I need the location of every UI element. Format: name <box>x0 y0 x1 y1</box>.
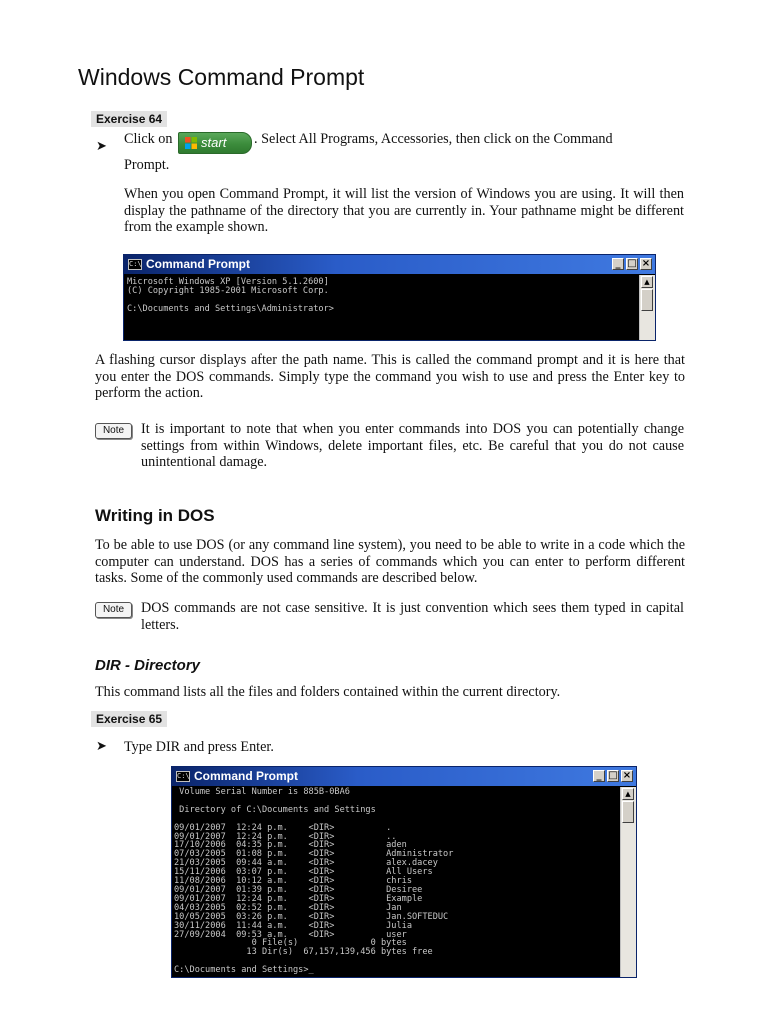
cmd-app-icon: C:\ <box>177 772 190 780</box>
window-titlebar[interactable] <box>172 767 636 786</box>
window-title: Command Prompt <box>194 769 299 783</box>
dir-paragraph: This command lists all the files and folders contained within the current directory. <box>95 684 561 700</box>
instruction-text: . Select All Programs, Accessories, then click on the Command <box>254 131 613 147</box>
exercise-65-instruction: Type DIR and press Enter. <box>124 739 274 755</box>
maximize-button[interactable]: □ <box>608 770 618 781</box>
note-badge: Note <box>95 423 132 439</box>
bullet-arrow-icon: ➤ <box>96 139 107 154</box>
note-badge: Note <box>95 602 132 618</box>
scroll-up-arrow-icon[interactable]: ▲ <box>622 788 634 800</box>
exercise-65-label: Exercise 65 <box>91 711 167 727</box>
exercise-64-label: Exercise 64 <box>91 111 167 127</box>
exercise-64-instruction <box>124 131 684 154</box>
section-heading: Writing in DOS <box>95 506 215 525</box>
note-text: It is important to note that when you enter commands into DOS you can potentially change settings from within Windows, delete important files, etc. Be careful that you do not cause unintentional damage. <box>141 421 684 470</box>
exercise-64-paragraph: When you open Command Prompt, it will list the version of Windows you are using. It will then display the pathname of the directory that you are currently in. Your pathname might be different from the example shown. <box>124 186 684 235</box>
scroll-thumb[interactable] <box>641 289 653 311</box>
bullet-arrow-icon: ➤ <box>96 739 107 754</box>
scroll-thumb[interactable] <box>622 801 634 823</box>
close-button[interactable]: × <box>622 770 632 781</box>
window-title: Command Prompt <box>146 257 251 271</box>
start-button[interactable] <box>178 132 252 154</box>
cursor-paragraph: A flashing cursor displays after the path name. This is called the command prompt and it is here that you enter the DOS commands. Simply type the command you wish to use and press the Enter key to perform the action. <box>95 352 685 401</box>
scroll-up-arrow-icon[interactable]: ▲ <box>641 276 653 288</box>
console-output: Volume Serial Number is 885B-0BA6 Directory of C:\Documents and Settings 09/01/2007 12:24 p.m. <DIR> . 09/01/2007 12:24 p.m. <DIR> .. 17/10/2006 04:35 p.m. <DIR> aden 07/03/2005 01:08 p.m. <DIR> Administrator 21/03/2005 09:44 a.m. <DIR> alex.dacey 15/11/2006 03:07 p.m. <DIR> All Users 11/08/2006 10:12 a.m. <DIR> chris 09/01/2007 01:39 p.m. <DIR> Desiree 09/01/2007 12:24 p.m. <DIR> Example 04/03/2005 02:52 p.m. <DIR> Jan 10/05/2005 03:26 p.m. <DIR> Jan.SOFTEDUC 30/11/2006 11:44 a.m. <DIR> Julia 27/09/2004 09:53 a.m. <DIR> user 0 File(s) 0 bytes 13 Dir(s) 67,157,139,456 bytes free C:\Documents and Settings>_ <box>174 787 454 976</box>
writing-paragraph: To be able to use DOS (or any command line system), you need to be able to write in a code which the computer can understand. DOS has a series of commands which you can enter to perform different tasks. Some of the commonly used commands are described below. <box>95 537 685 586</box>
note-text: DOS commands are not case sensitive. It is just convention which sees them typed in capital letters. <box>141 600 684 633</box>
subsection-heading: DIR - Directory <box>95 657 201 674</box>
close-button[interactable]: × <box>641 258 651 269</box>
command-prompt-window[interactable] <box>171 766 637 978</box>
minimize-button[interactable]: _ <box>612 258 624 270</box>
vertical-scrollbar[interactable] <box>620 787 636 977</box>
console-output: Microsoft Windows XP [Version 5.1.2600] (C) Copyright 1985-2001 Microsoft Corp. C:\Documents and Settings\Administrator> <box>127 277 334 314</box>
cmd-app-icon: C:\ <box>129 260 142 268</box>
click-on-text: Click on <box>124 131 173 147</box>
maximize-button[interactable]: □ <box>627 258 637 269</box>
window-titlebar[interactable] <box>124 255 655 274</box>
instruction-cont: Prompt. <box>124 157 170 173</box>
windows-flag-icon <box>185 137 197 149</box>
start-button-label: start <box>201 135 227 150</box>
command-prompt-window[interactable] <box>123 254 656 341</box>
vertical-scrollbar[interactable] <box>639 275 655 340</box>
minimize-button[interactable]: _ <box>593 770 605 782</box>
page-title: Windows Command Prompt <box>78 64 365 90</box>
